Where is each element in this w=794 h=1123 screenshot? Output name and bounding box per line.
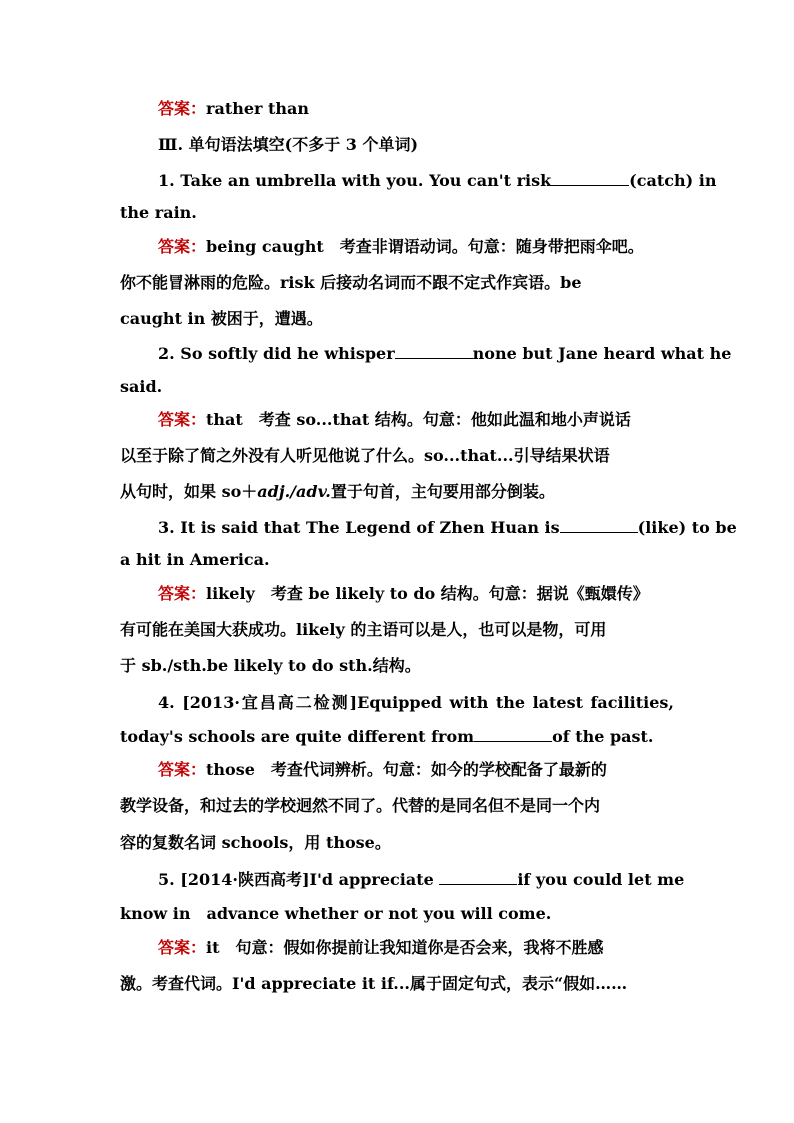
- answer-4-line-3: 容的复数名词 schools，用 those。: [120, 833, 391, 852]
- answer-label: 答案：: [158, 584, 207, 603]
- answer-blank: [474, 727, 552, 742]
- question-text: if you could let me: [517, 870, 685, 889]
- answer-text: it 句意：假如你提前让我知道你是否会来，我将不胜感: [206, 938, 604, 957]
- answer-3-line-1: [158, 584, 674, 604]
- answer-blank: [395, 344, 473, 359]
- answer-blank: [439, 870, 517, 885]
- answer-1-line-3: caught in 被困于，遭遇。: [120, 309, 323, 328]
- question-3-line-1: [158, 518, 737, 538]
- question-text: today's schools are quite different from: [120, 727, 475, 746]
- answer-text: 置于句首，主句要用部分倒装。: [330, 482, 555, 501]
- question-text: 3. It is said that The Legend of Zhen Huan is: [158, 518, 560, 537]
- answer-4-line-2: 教学设备，和过去的学校迥然不同了。代替的是同名但不是同一个内: [120, 796, 601, 815]
- question-text: 5. [2014·陕西高考]I'd appreciate: [158, 870, 440, 889]
- answer-blank: [560, 518, 638, 533]
- section-title: Ⅲ. 单句语法填空(不多于 3 个单词): [158, 135, 419, 154]
- answer-text: those 考查代词辨析。句意：如今的学校配备了最新的: [206, 760, 607, 779]
- answer-1-line-2: 你不能冒淋雨的危险。risk 后接动名词而不跟不定式作宾语。be: [120, 273, 582, 292]
- question-text: 1. Take an umbrella with you. You can't risk: [158, 171, 552, 190]
- question-2-line-2: said.: [120, 377, 163, 396]
- answer-4-line-1: [158, 760, 674, 780]
- intro-answer-line: [158, 99, 674, 119]
- question-text: (like) to be: [637, 518, 737, 537]
- answer-3-line-2: 有可能在美国大获成功。likely 的主语可以是人，也可以是物，可用: [120, 620, 607, 639]
- answer-text: 从句时，如果 so＋: [120, 482, 258, 501]
- question-1-line-2: the rain.: [120, 203, 197, 222]
- question-2-line-1: [158, 344, 732, 364]
- question-1-line-1: [158, 171, 717, 191]
- answer-text: likely 考查 be likely to do 结构。句意：据说《甄嬛传》: [206, 584, 649, 603]
- question-text: (catch) in: [629, 171, 717, 190]
- question-text: none but Jane heard what he: [472, 344, 732, 363]
- answer-label: 答案：: [158, 410, 207, 429]
- question-5-line-1: [158, 870, 685, 890]
- answer-2-line-3: [120, 482, 674, 502]
- question-text: of the past.: [552, 727, 654, 746]
- answer-text: rather than: [206, 99, 310, 118]
- answer-2-line-1: [158, 410, 674, 430]
- answer-label: 答案：: [158, 938, 207, 957]
- answer-1-line-1: [158, 237, 674, 257]
- answer-2-line-2: 以至于除了简之外没有人听见他说了什么。so...that...引导结果状语: [120, 446, 610, 465]
- question-text: 2. So softly did he whisper: [158, 344, 395, 363]
- answer-text: being caught 考查非谓语动词。句意：随身带把雨伞吧。: [206, 237, 644, 256]
- answer-3-line-3: 于 sb./sth.be likely to do sth.结构。: [120, 656, 421, 675]
- answer-text: that 考查 so...that 结构。句意：他如此温和地小声说话: [206, 410, 631, 429]
- question-3-line-2: a hit in America.: [120, 550, 270, 569]
- answer-label: 答案：: [158, 99, 207, 118]
- answer-text-italic: adj./adv.: [257, 482, 331, 501]
- question-5-line-2: know in advance whether or not you will come.: [120, 904, 552, 923]
- answer-5-line-2: 激。考查代词。I'd appreciate it if...属于固定句式，表示“假如……: [120, 974, 628, 993]
- question-4-line-2: [120, 727, 674, 747]
- answer-5-line-1: [158, 938, 674, 958]
- answer-blank: [551, 171, 629, 186]
- answer-label: 答案：: [158, 237, 207, 256]
- question-4-line-1: 4. [2013·宜昌高二检测]Equipped with the latest facilities,: [158, 693, 674, 712]
- answer-label: 答案：: [158, 760, 207, 779]
